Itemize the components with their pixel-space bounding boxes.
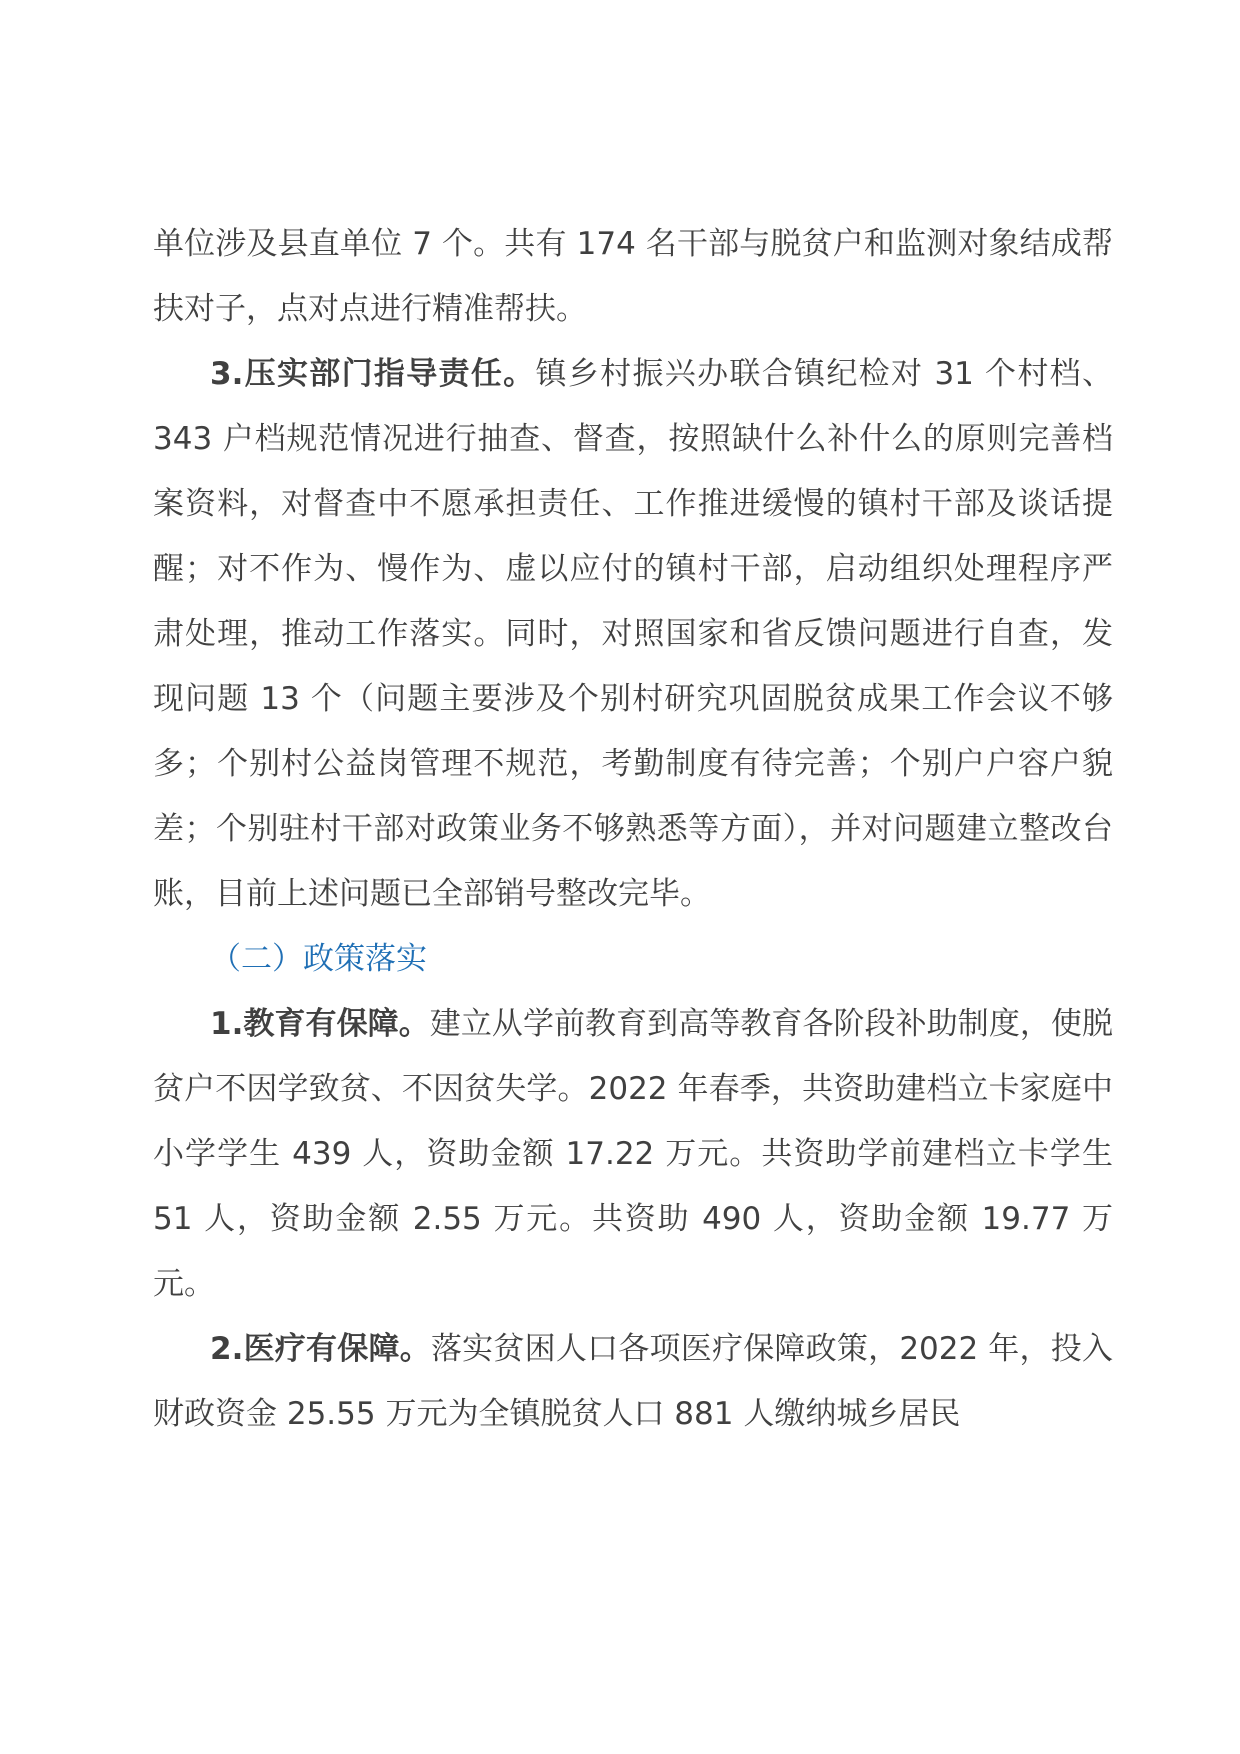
paragraph-department-guidance bbox=[153, 342, 1113, 927]
paragraph-text: 单位涉及县直单位 7 个。共有 174 名干部与脱贫户和监测对象结成帮扶对子，点对点进行精准帮扶。 bbox=[153, 226, 1113, 327]
paragraph-text: 镇乡村振兴办联合镇纪检对 31 个村档、343 户档规范情况进行抽查、督查，按照缺什么补什么的原则完善档案资料，对督查中不愿承担责任、工作推进缓慢的镇村干部及谈话提醒；对不作为、慢作为、虚以应付的镇村干部，启动组织处理程序严肃处理，推动工作落实。同时，对照国家和省反馈问题进行自查，发现问题 13 个（问题主要涉及个别村研究巩固脱贫成果工作会议不够多；个别村公益岗管理不规范，考勤制度有待完善；个别户户容户貌差；个别驻村干部对政策业务不够熟悉等方面），并对问题建立整改台账，目前上述问题已全部销号整改完毕。 bbox=[153, 356, 1113, 912]
paragraph-lead: 3.压实部门指导责任。 bbox=[210, 356, 536, 392]
paragraph-lead: 1.教育有保障。 bbox=[210, 1006, 430, 1042]
document-page bbox=[153, 212, 1113, 1447]
section-heading: （二）政策落实 bbox=[210, 941, 427, 977]
paragraph-text: 建立从学前教育到高等教育各阶段补助制度，使脱贫户不因学致贫、不因贫失学。2022 年春季，共资助建档立卡家庭中小学学生 439 人，资助金额 17.22 万元。共资助学前建档立卡学生 51 人，资助金额 2.55 万元。共资助 490 人，资助金额 19.77 万元。 bbox=[153, 1006, 1113, 1302]
paragraph-lead: 2.医疗有保障。 bbox=[210, 1331, 431, 1367]
paragraph-medical bbox=[153, 1317, 1113, 1447]
paragraph-text: 落实贫困人口各项医疗保障政策，2022 年，投入财政资金 25.55 万元为全镇脱贫人口 881 人缴纳城乡居民 bbox=[153, 1331, 1113, 1432]
paragraph-continuation bbox=[153, 212, 1113, 342]
paragraph-education bbox=[153, 992, 1113, 1317]
